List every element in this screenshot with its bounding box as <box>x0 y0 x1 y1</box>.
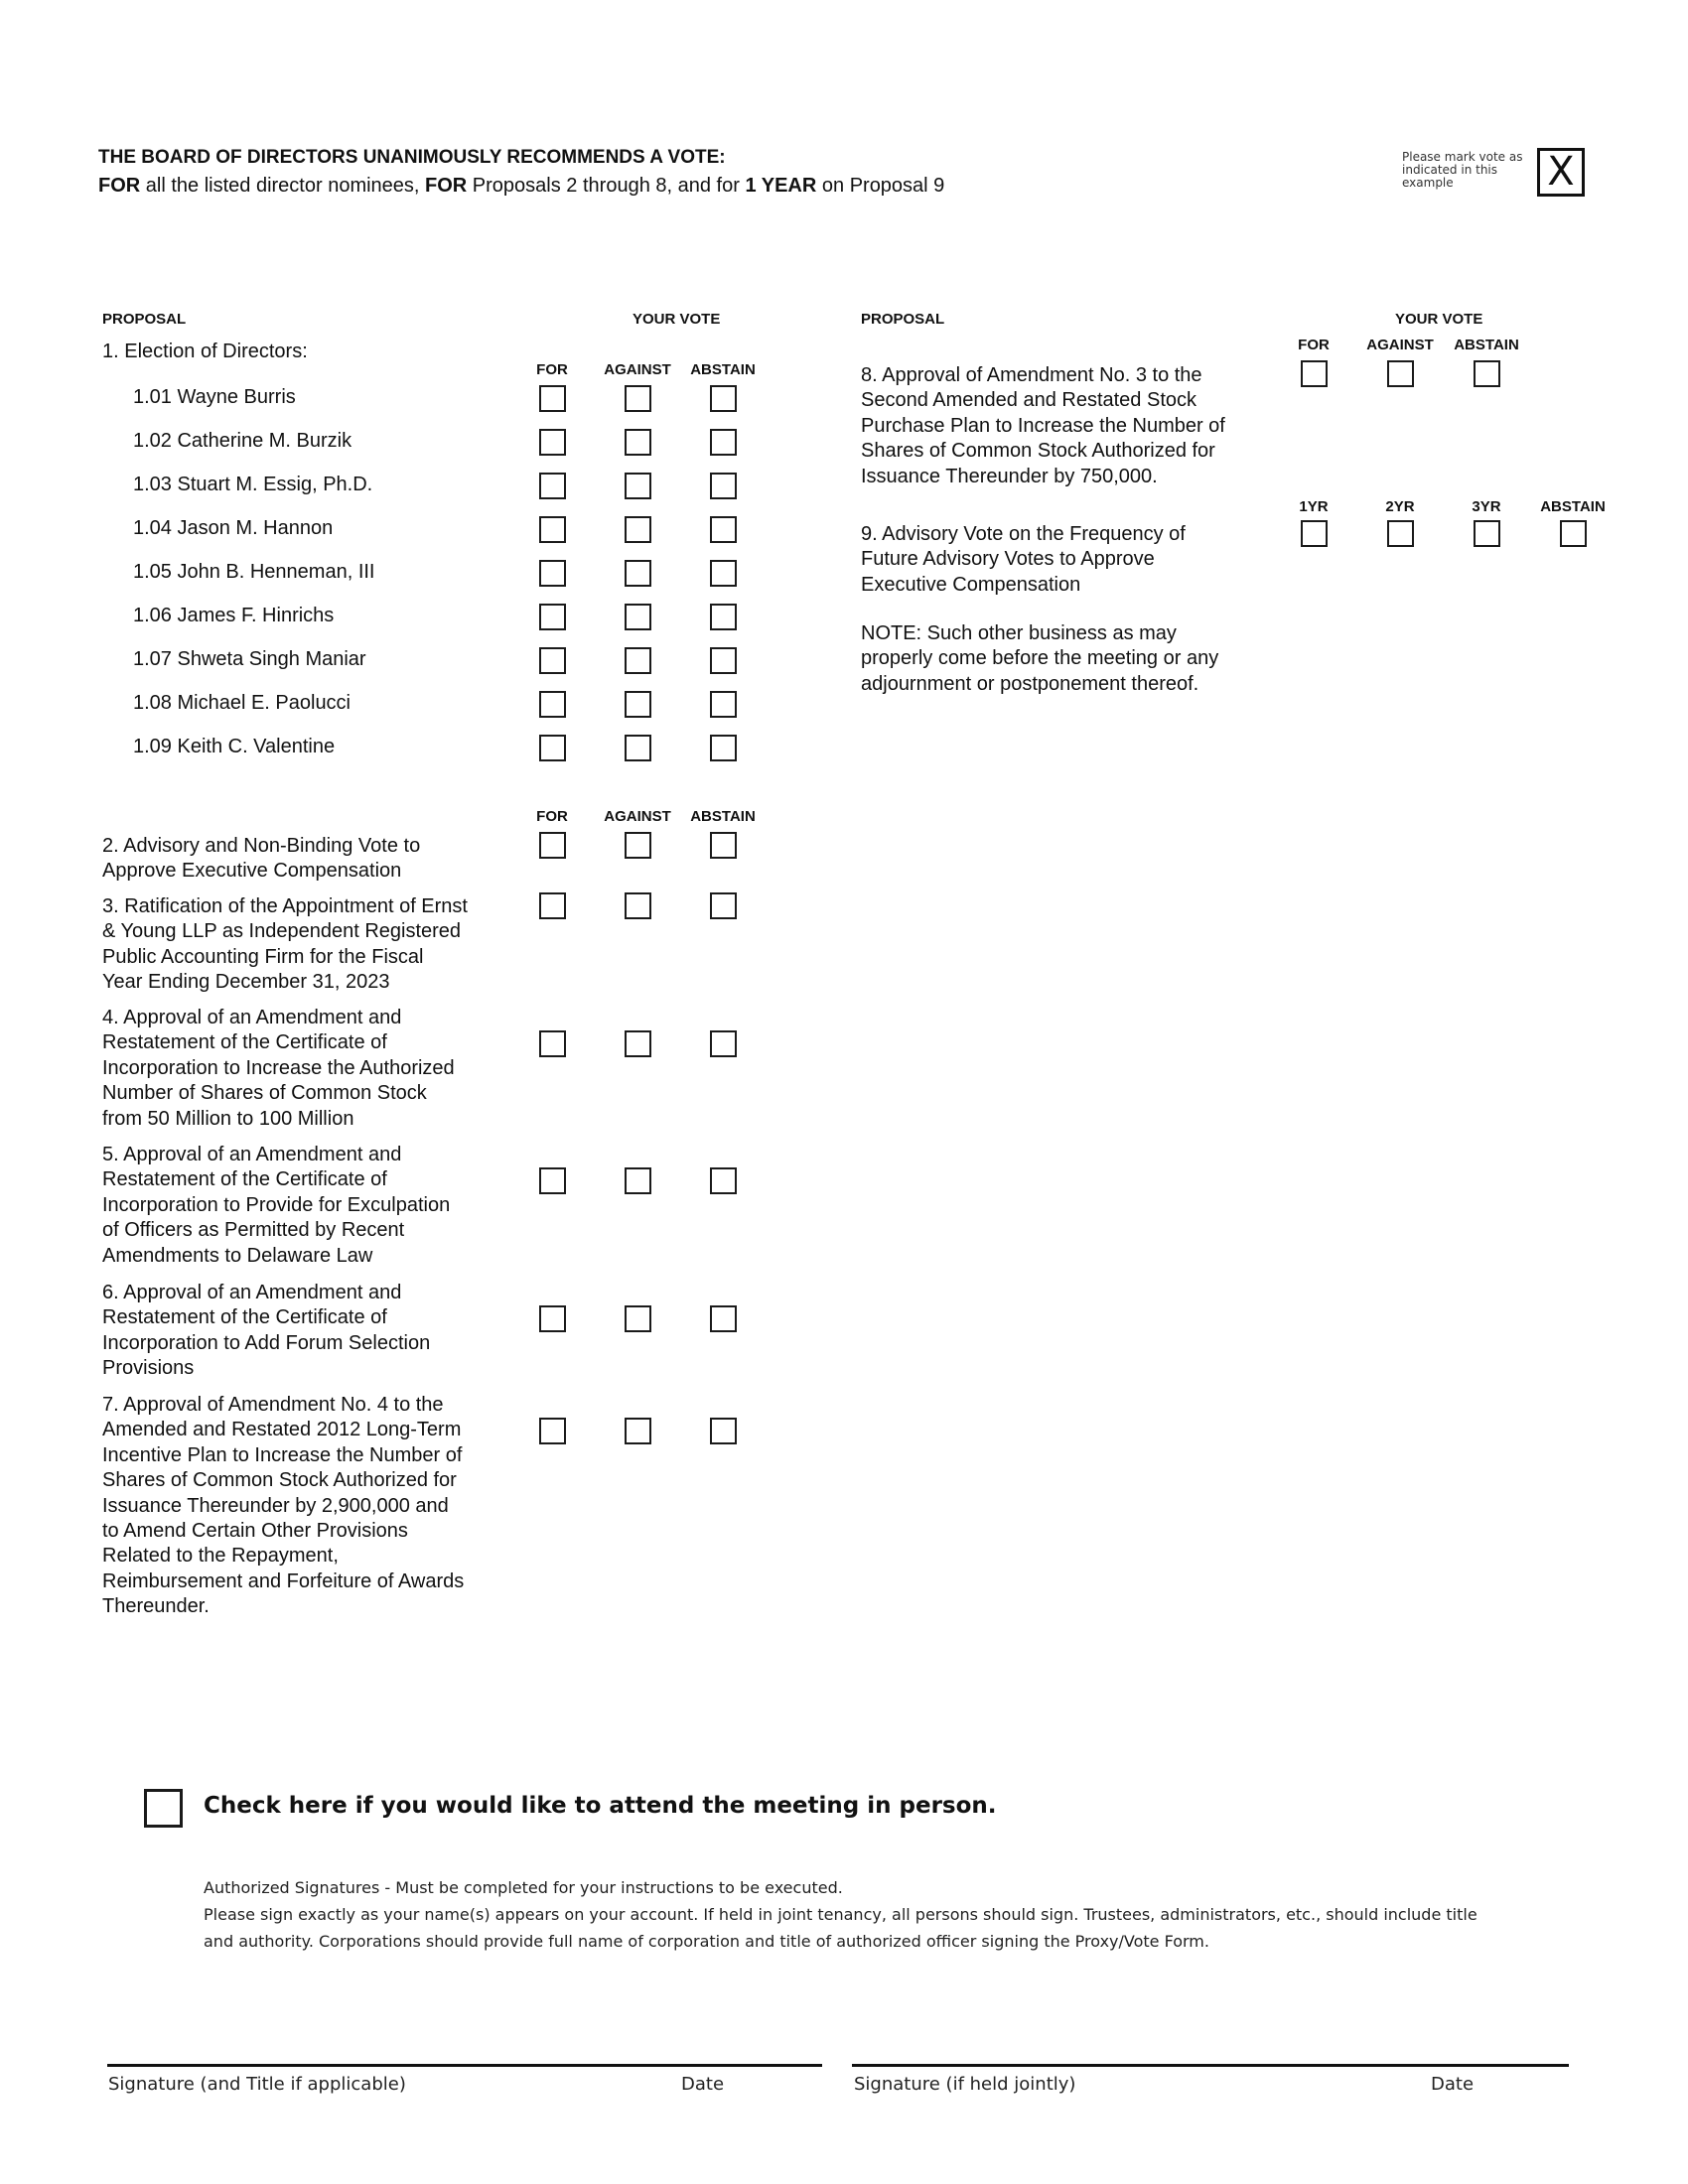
directors-option-head: FOR <box>536 361 568 378</box>
left-proposal-heading: PROPOSAL <box>102 311 187 328</box>
director-6-abstain-checkbox[interactable] <box>710 604 737 630</box>
rec-year: 1 YEAR <box>745 175 817 197</box>
signature-line-2[interactable] <box>852 2064 1569 2067</box>
director-2-abstain-checkbox[interactable] <box>710 429 737 456</box>
proposal-5-for-checkbox[interactable] <box>539 1167 566 1194</box>
director-name: 1.09 Keith C. Valentine <box>133 736 336 757</box>
proposal-8-abstain-checkbox[interactable] <box>1474 360 1500 387</box>
director-5-against-checkbox[interactable] <box>625 560 651 587</box>
rec-for-1: FOR <box>98 175 141 197</box>
p9-option-head: 2YR <box>1385 498 1415 515</box>
proposal-9-3yr-checkbox[interactable] <box>1474 520 1500 547</box>
proposal-6-line: Incorporation to Add Forum Selection <box>102 1331 431 1354</box>
auth-line-1: Authorized Signatures - Must be completed for your instructions to be executed. <box>204 1878 843 1897</box>
director-5-abstain-checkbox[interactable] <box>710 560 737 587</box>
proposal-8-line: Shares of Common Stock Authorized for <box>861 440 1215 463</box>
example-mark-box: X <box>1537 148 1585 197</box>
director-4-abstain-checkbox[interactable] <box>710 516 737 543</box>
director-1-abstain-checkbox[interactable] <box>710 385 737 412</box>
note-line: properly come before the meeting or any <box>861 647 1219 670</box>
director-7-for-checkbox[interactable] <box>539 647 566 674</box>
proposal-3-line: Year Ending December 31, 2023 <box>102 971 390 994</box>
proposal-9-line: Executive Compensation <box>861 573 1081 596</box>
director-3-abstain-checkbox[interactable] <box>710 473 737 499</box>
director-name: 1.02 Catherine M. Burzik <box>133 430 352 452</box>
proposal-7-abstain-checkbox[interactable] <box>710 1418 737 1444</box>
proposal-4-abstain-checkbox[interactable] <box>710 1030 737 1057</box>
date-label-2: Date <box>1431 2074 1475 2095</box>
right-your-vote-heading: YOUR VOTE <box>1395 311 1483 328</box>
director-6-against-checkbox[interactable] <box>625 604 651 630</box>
proposal-6-against-checkbox[interactable] <box>625 1305 651 1332</box>
proposal-8-line: Purchase Plan to Increase the Number of <box>861 414 1225 437</box>
director-7-abstain-checkbox[interactable] <box>710 647 737 674</box>
director-3-for-checkbox[interactable] <box>539 473 566 499</box>
note-line: adjournment or postponement thereof. <box>861 672 1199 695</box>
proposal-2-against-checkbox[interactable] <box>625 832 651 859</box>
proposal-6-abstain-checkbox[interactable] <box>710 1305 737 1332</box>
authorization-text <box>204 1874 1504 1955</box>
attend-meeting-label: Check here if you would like to attend the meeting in person. <box>204 1793 997 1819</box>
rec-for-2: FOR <box>425 175 468 197</box>
proposal-3-line: Public Accounting Firm for the Fiscal <box>102 945 424 968</box>
recommendation-text <box>98 175 944 198</box>
proposal-4-line: Restatement of the Certificate of <box>102 1031 387 1054</box>
proposals-option-head: ABSTAIN <box>690 808 756 825</box>
director-9-for-checkbox[interactable] <box>539 735 566 761</box>
proposal-4-line: 4. Approval of an Amendment and <box>102 1007 402 1028</box>
auth-line-2: Please sign exactly as your name(s) appears on your account. If held in joint tenancy, all persons should sign. Trustees, administrators, etc., should include title and authority. Corporations should provide full name of corporation and title of authorized officer signing the Proxy/Vote Form. <box>204 1905 1477 1951</box>
proposal-5-line: Amendments to Delaware Law <box>102 1244 373 1267</box>
proposal-4-line: Number of Shares of Common Stock <box>102 1082 427 1105</box>
proposal-6-line: Provisions <box>102 1357 195 1380</box>
proposal-4-for-checkbox[interactable] <box>539 1030 566 1057</box>
director-name: 1.07 Shweta Singh Maniar <box>133 648 366 670</box>
director-8-abstain-checkbox[interactable] <box>710 691 737 718</box>
proposal-7-line: 7. Approval of Amendment No. 4 to the <box>102 1394 444 1416</box>
director-name: 1.01 Wayne Burris <box>133 386 296 408</box>
right-proposal-heading: PROPOSAL <box>861 311 945 328</box>
director-9-against-checkbox[interactable] <box>625 735 651 761</box>
proposal-8-line: 8. Approval of Amendment No. 3 to the <box>861 364 1202 386</box>
example-label: Please mark vote as indicated in this example <box>1402 150 1523 190</box>
election-title: 1. Election of Directors: <box>102 341 308 362</box>
rec-text-1: all the listed director nominees, <box>140 175 426 197</box>
proposal-9-2yr-checkbox[interactable] <box>1387 520 1414 547</box>
proposal-2-line: 2. Advisory and Non-Binding Vote to <box>102 835 421 857</box>
director-7-against-checkbox[interactable] <box>625 647 651 674</box>
p9-option-head: 1YR <box>1299 498 1329 515</box>
p8-option-head: FOR <box>1298 337 1330 353</box>
note-line: NOTE: Such other business as may <box>861 622 1177 644</box>
proposal-8-for-checkbox[interactable] <box>1301 360 1328 387</box>
proposal-7-line: Amended and Restated 2012 Long-Term <box>102 1419 462 1441</box>
proposal-7-line: Thereunder. <box>102 1595 210 1618</box>
signature-label-2: Signature (if held jointly) <box>854 2074 1076 2095</box>
proposal-9-1yr-checkbox[interactable] <box>1301 520 1328 547</box>
directors-option-head: AGAINST <box>604 361 671 378</box>
page-title: THE BOARD OF DIRECTORS UNANIMOUSLY RECOMMENDS A VOTE: <box>98 147 726 168</box>
proposal-8-line: Second Amended and Restated Stock <box>861 389 1197 412</box>
director-8-against-checkbox[interactable] <box>625 691 651 718</box>
director-name: 1.06 James F. Hinrichs <box>133 605 335 626</box>
p9-option-head: ABSTAIN <box>1540 498 1606 515</box>
proposal-7-against-checkbox[interactable] <box>625 1418 651 1444</box>
proposal-5-abstain-checkbox[interactable] <box>710 1167 737 1194</box>
rec-text-2: Proposals 2 through 8, and for <box>467 175 746 197</box>
director-4-against-checkbox[interactable] <box>625 516 651 543</box>
proposal-2-line: Approve Executive Compensation <box>102 860 402 883</box>
proposal-8-against-checkbox[interactable] <box>1387 360 1414 387</box>
proposal-6-for-checkbox[interactable] <box>539 1305 566 1332</box>
proposal-7-line: to Amend Certain Other Provisions <box>102 1520 408 1542</box>
proposal-7-line: Related to the Repayment, <box>102 1545 339 1568</box>
director-6-for-checkbox[interactable] <box>539 604 566 630</box>
director-name: 1.05 John B. Henneman, III <box>133 561 375 583</box>
director-8-for-checkbox[interactable] <box>539 691 566 718</box>
proposal-7-line: Issuance Thereunder by 2,900,000 and <box>102 1494 449 1517</box>
proposal-5-line: of Officers as Permitted by Recent <box>102 1219 405 1242</box>
director-2-against-checkbox[interactable] <box>625 429 651 456</box>
proposal-5-line: Incorporation to Provide for Exculpation <box>102 1193 451 1216</box>
p9-option-head: 3YR <box>1472 498 1501 515</box>
director-3-against-checkbox[interactable] <box>625 473 651 499</box>
director-name: 1.08 Michael E. Paolucci <box>133 692 352 714</box>
proposal-7-line: Shares of Common Stock Authorized for <box>102 1469 457 1492</box>
proposal-7-for-checkbox[interactable] <box>539 1418 566 1444</box>
p8-option-head: ABSTAIN <box>1454 337 1519 353</box>
signature-line-1[interactable] <box>107 2064 822 2067</box>
proposal-4-line: from 50 Million to 100 Million <box>102 1107 354 1130</box>
directors-option-head: ABSTAIN <box>690 361 756 378</box>
left-your-vote-heading: YOUR VOTE <box>633 311 721 328</box>
proposal-5-against-checkbox[interactable] <box>625 1167 651 1194</box>
director-name: 1.04 Jason M. Hannon <box>133 517 334 539</box>
proposal-3-line: & Young LLP as Independent Registered <box>102 920 462 943</box>
proposals-option-head: AGAINST <box>604 808 671 825</box>
signature-label-1: Signature (and Title if applicable) <box>108 2074 406 2095</box>
proposal-9-line: 9. Advisory Vote on the Frequency of <box>861 523 1186 545</box>
proposal-5-line: Restatement of the Certificate of <box>102 1168 387 1191</box>
proposal-6-line: Restatement of the Certificate of <box>102 1306 387 1329</box>
proposal-7-line: Reimbursement and Forfeiture of Awards <box>102 1570 465 1592</box>
attend-meeting-checkbox[interactable] <box>144 1789 183 1828</box>
proposal-2-for-checkbox[interactable] <box>539 832 566 859</box>
proposal-3-against-checkbox[interactable] <box>625 892 651 919</box>
proposal-9-line: Future Advisory Votes to Approve <box>861 548 1155 571</box>
proposal-9-abstain-checkbox[interactable] <box>1560 520 1587 547</box>
rec-text-3: on Proposal 9 <box>816 175 945 197</box>
proposal-2-abstain-checkbox[interactable] <box>710 832 737 859</box>
proposal-4-line: Incorporation to Increase the Authorized <box>102 1056 455 1079</box>
proposals-option-head: FOR <box>536 808 568 825</box>
director-1-against-checkbox[interactable] <box>625 385 651 412</box>
director-2-for-checkbox[interactable] <box>539 429 566 456</box>
proposal-7-line: Incentive Plan to Increase the Number of <box>102 1443 463 1466</box>
date-label-1: Date <box>681 2074 725 2095</box>
proposal-5-line: 5. Approval of an Amendment and <box>102 1144 402 1165</box>
director-5-for-checkbox[interactable] <box>539 560 566 587</box>
proposal-3-line: 3. Ratification of the Appointment of Ernst <box>102 895 468 917</box>
proposal-3-abstain-checkbox[interactable] <box>710 892 737 919</box>
director-name: 1.03 Stuart M. Essig, Ph.D. <box>133 474 373 495</box>
proposal-4-against-checkbox[interactable] <box>625 1030 651 1057</box>
proposal-8-line: Issuance Thereunder by 750,000. <box>861 465 1158 487</box>
proposal-3-for-checkbox[interactable] <box>539 892 566 919</box>
director-9-abstain-checkbox[interactable] <box>710 735 737 761</box>
proposal-6-line: 6. Approval of an Amendment and <box>102 1282 402 1303</box>
p8-option-head: AGAINST <box>1366 337 1434 353</box>
director-1-for-checkbox[interactable] <box>539 385 566 412</box>
director-4-for-checkbox[interactable] <box>539 516 566 543</box>
